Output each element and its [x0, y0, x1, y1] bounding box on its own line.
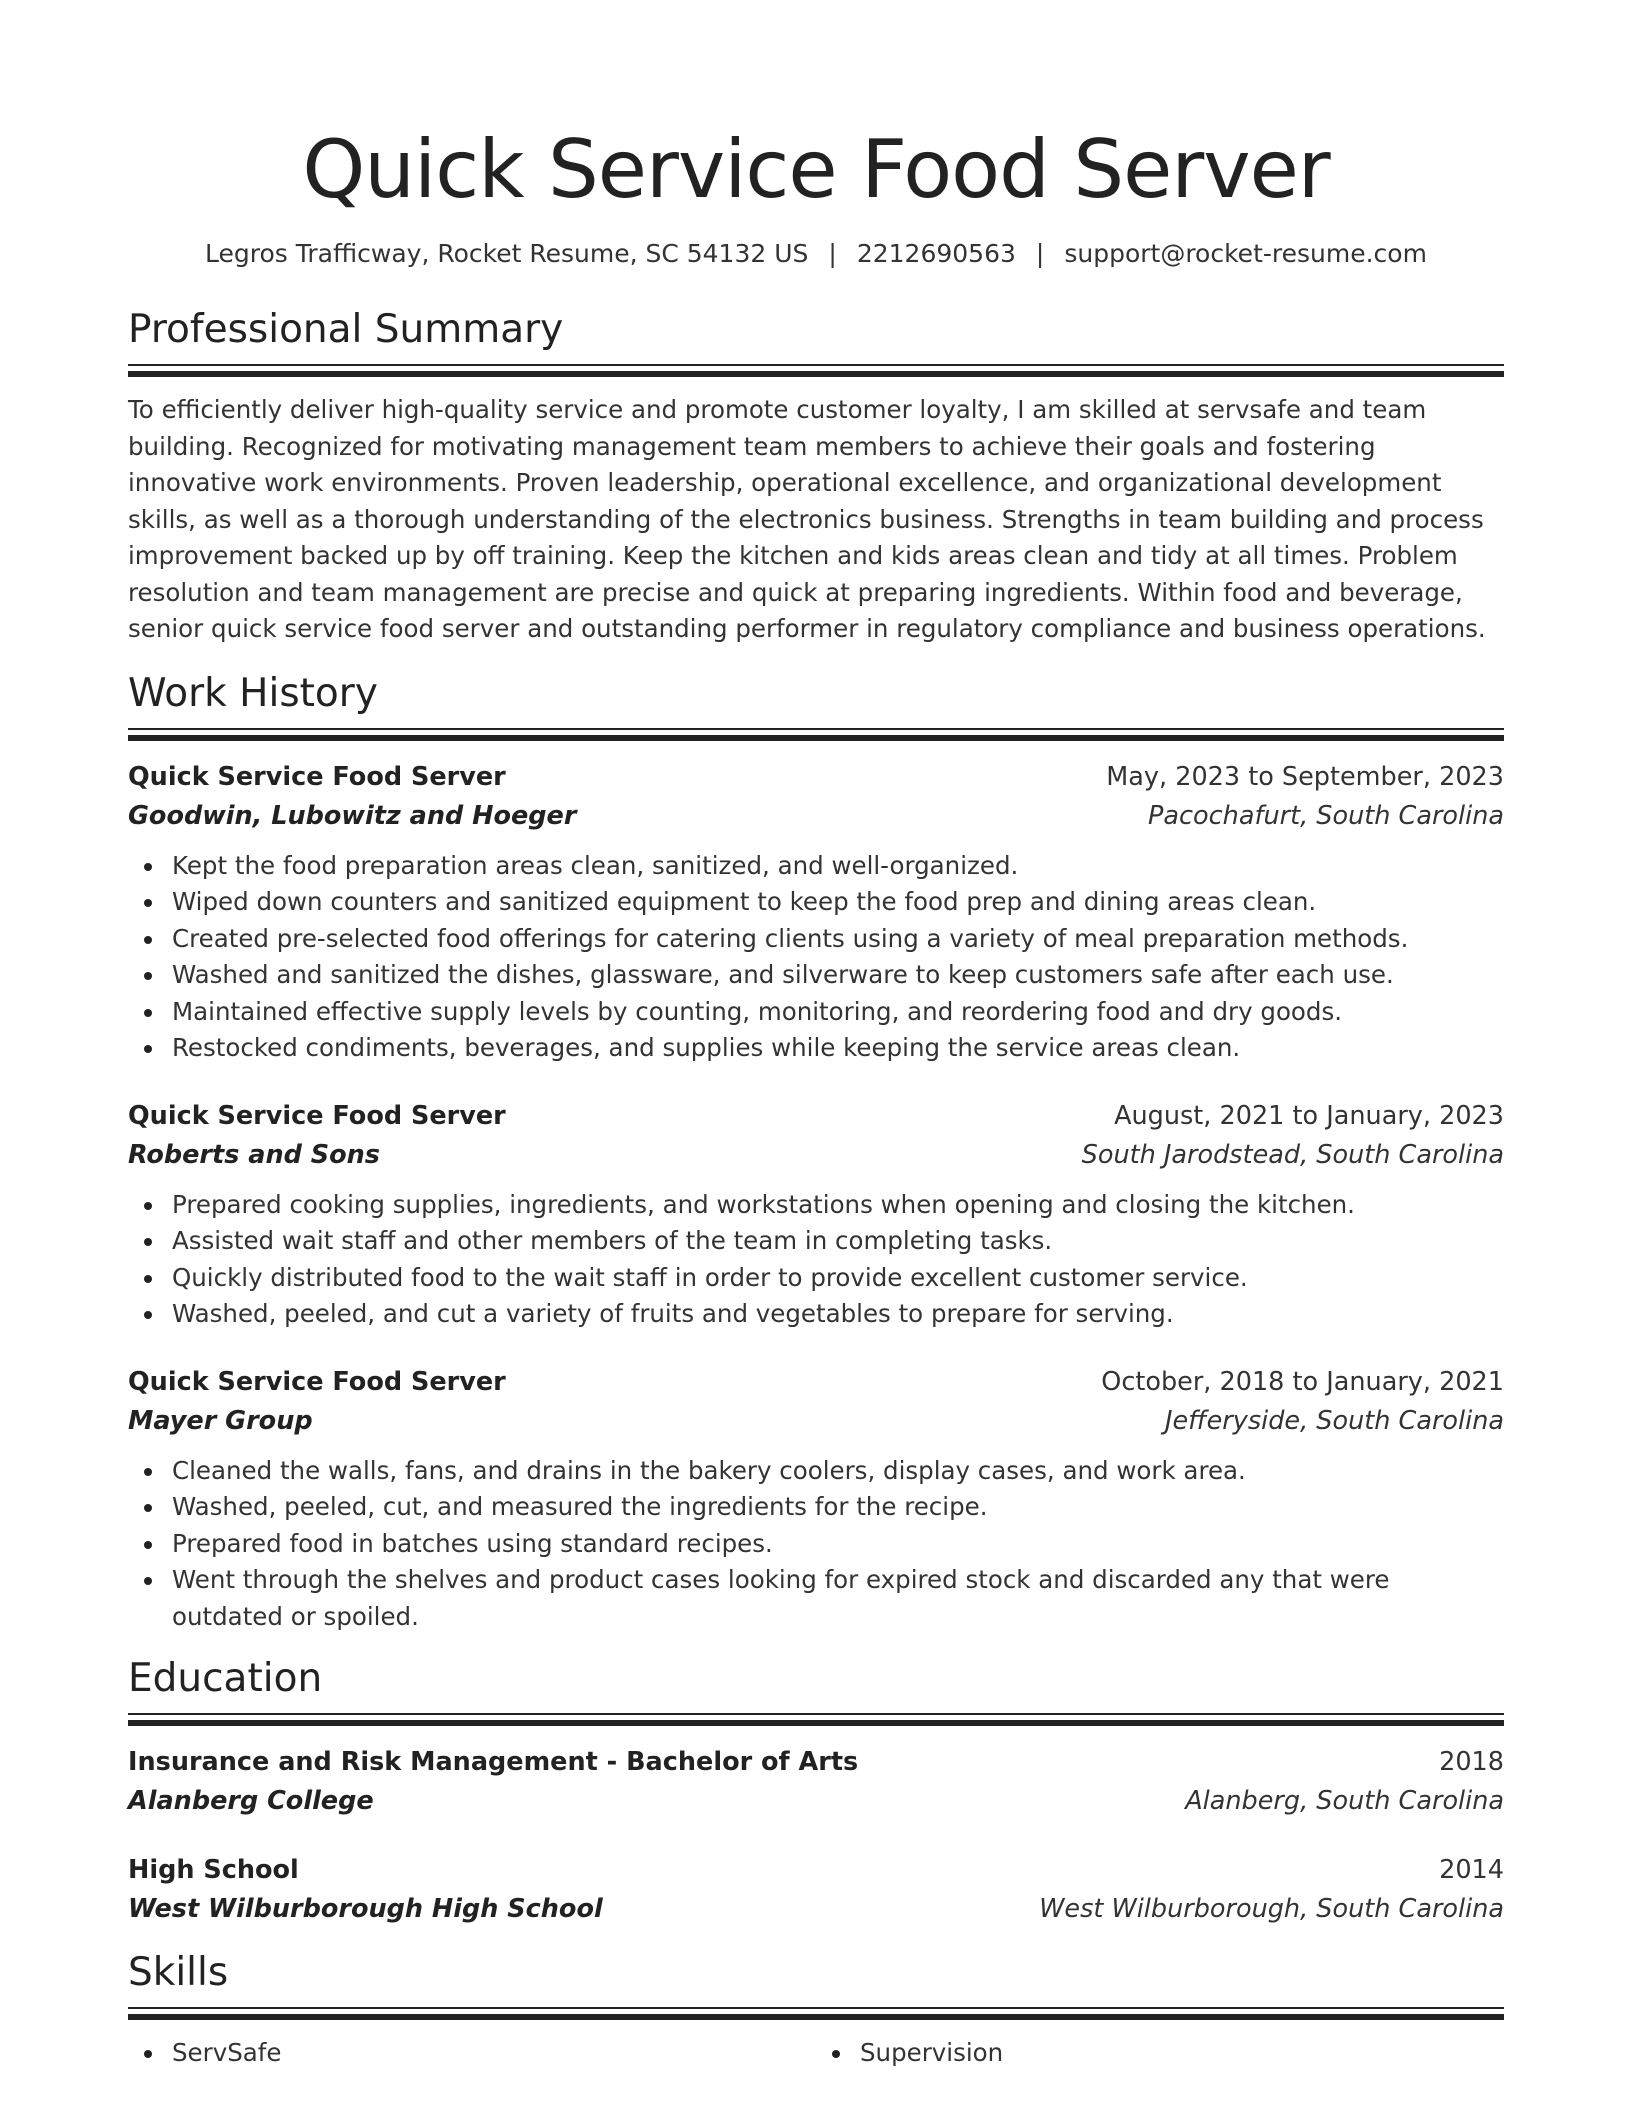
- section-heading-skills: Skills: [128, 1950, 229, 1995]
- list-item: Washed and sanitized the dishes, glassware, and silverware to keep customers safe after each use.: [128, 957, 1504, 994]
- job-title: Quick Service Food Server: [128, 761, 506, 792]
- contact-separator: |: [1035, 239, 1045, 268]
- job-company: Goodwin, Lubowitz and Hoeger: [128, 800, 577, 831]
- job-company: Roberts and Sons: [128, 1139, 380, 1170]
- education-year: 2014: [1439, 1855, 1504, 1885]
- section-divider: [128, 2007, 1504, 2021]
- section-heading-work: Work History: [128, 670, 378, 716]
- job-location: Jefferyside, South Carolina: [1164, 1405, 1504, 1436]
- resume-title: Quick Service Food Server: [302, 123, 1330, 216]
- education-school: West Wilburborough High School: [128, 1894, 603, 1924]
- education-entry: [128, 1743, 1504, 1821]
- section-heading-education: Education: [128, 1656, 323, 1701]
- list-item: Quickly distributed food to the wait staff in order to provide excellent customer service.: [128, 1260, 1504, 1297]
- summary-section: [128, 306, 1504, 648]
- summary-text: To efficiently deliver high-quality service and promote customer loyalty, I am skilled at servsafe and team building. Recognized for motivating management team members to achieve their goals and fostering innovative work environments. Proven leadership, operational excellence, and organizational development skills, as well as a thorough understanding of the electronics business. Strengths in team building and process improvement backed up by off training. Keep the kitchen and kids areas clean and tidy at all times. Problem resolution and team management are precise and quick at preparing ingredients. Within food and beverage, senior quick service food server and outstanding performer in regulatory compliance and business operations.: [128, 395, 1486, 643]
- contact-separator: |: [828, 239, 837, 268]
- skills-grid: [128, 2035, 1504, 2072]
- list-item: Restocked condiments, beverages, and supplies while keeping the service areas clean.: [128, 1030, 1504, 1067]
- list-item: Went through the shelves and product cases looking for expired stock and discarded any that were outdated or spoiled.: [128, 1562, 1504, 1635]
- skills-list-left: [128, 2035, 816, 2072]
- skills-list-right: [816, 2035, 1504, 2072]
- section-divider: [128, 1713, 1504, 1727]
- section-divider: [128, 728, 1504, 742]
- job-entry: [128, 758, 1504, 1067]
- job-bullets: [128, 1187, 1504, 1333]
- job-dates: October, 2018 to January, 2021: [1101, 1366, 1504, 1397]
- list-item: Created pre-selected food offerings for catering clients using a variety of meal preparation methods.: [128, 921, 1504, 958]
- section-divider: [128, 364, 1504, 378]
- list-item: Assisted wait staff and other members of the team in completing tasks.: [128, 1223, 1504, 1260]
- education-location: Alanberg, South Carolina: [1185, 1786, 1504, 1816]
- list-item: Prepared food in batches using standard recipes.: [128, 1526, 1504, 1563]
- job-dates: August, 2021 to January, 2023: [1114, 1100, 1504, 1131]
- job-bullets: [128, 848, 1504, 1067]
- skills-section: [128, 1949, 1504, 2072]
- education-entry: [128, 1851, 1504, 1929]
- resume-page: [128, 0, 1504, 2072]
- contact-line: [128, 238, 1504, 270]
- contact-phone: 2212690563: [856, 239, 1016, 268]
- job-bullets: [128, 1453, 1504, 1636]
- contact-email[interactable]: support@rocket-resume.com: [1064, 239, 1427, 268]
- job-dates: May, 2023 to September, 2023: [1106, 761, 1504, 792]
- education-section: [128, 1655, 1504, 1929]
- job-title: Quick Service Food Server: [128, 1366, 506, 1397]
- education-degree: High School: [128, 1855, 299, 1885]
- list-item: Kept the food preparation areas clean, sanitized, and well-organized.: [128, 848, 1504, 885]
- education-school: Alanberg College: [128, 1786, 374, 1816]
- list-item: Cleaned the walls, fans, and drains in the bakery coolers, display cases, and work area.: [128, 1453, 1504, 1490]
- list-item: Prepared cooking supplies, ingredients, and workstations when opening and closing the kitchen.: [128, 1187, 1504, 1224]
- job-location: Pacochafurt, South Carolina: [1148, 800, 1504, 831]
- job-company: Mayer Group: [128, 1405, 313, 1436]
- skill-item: Supervision: [816, 2035, 1504, 2072]
- education-location: West Wilburborough, South Carolina: [1039, 1894, 1504, 1924]
- job-entry: [128, 1097, 1504, 1333]
- list-item: Washed, peeled, and cut a variety of fruits and vegetables to prepare for serving.: [128, 1296, 1504, 1333]
- list-item: Wiped down counters and sanitized equipment to keep the food prep and dining areas clean.: [128, 884, 1504, 921]
- list-item: Washed, peeled, cut, and measured the ingredients for the recipe.: [128, 1489, 1504, 1526]
- job-entry: [128, 1363, 1504, 1636]
- education-degree: Insurance and Risk Management - Bachelor of Arts: [128, 1747, 859, 1777]
- job-title: Quick Service Food Server: [128, 1100, 506, 1131]
- work-history-section: [128, 670, 1504, 1636]
- skill-item: ServSafe: [128, 2035, 816, 2072]
- education-year: 2018: [1439, 1747, 1504, 1777]
- section-heading-summary: Professional Summary: [128, 307, 564, 352]
- contact-address: Legros Trafficway, Rocket Resume, SC 54132 US: [205, 239, 809, 268]
- job-location: South Jarodstead, South Carolina: [1081, 1139, 1504, 1170]
- list-item: Maintained effective supply levels by counting, monitoring, and reordering food and dry goods.: [128, 994, 1504, 1031]
